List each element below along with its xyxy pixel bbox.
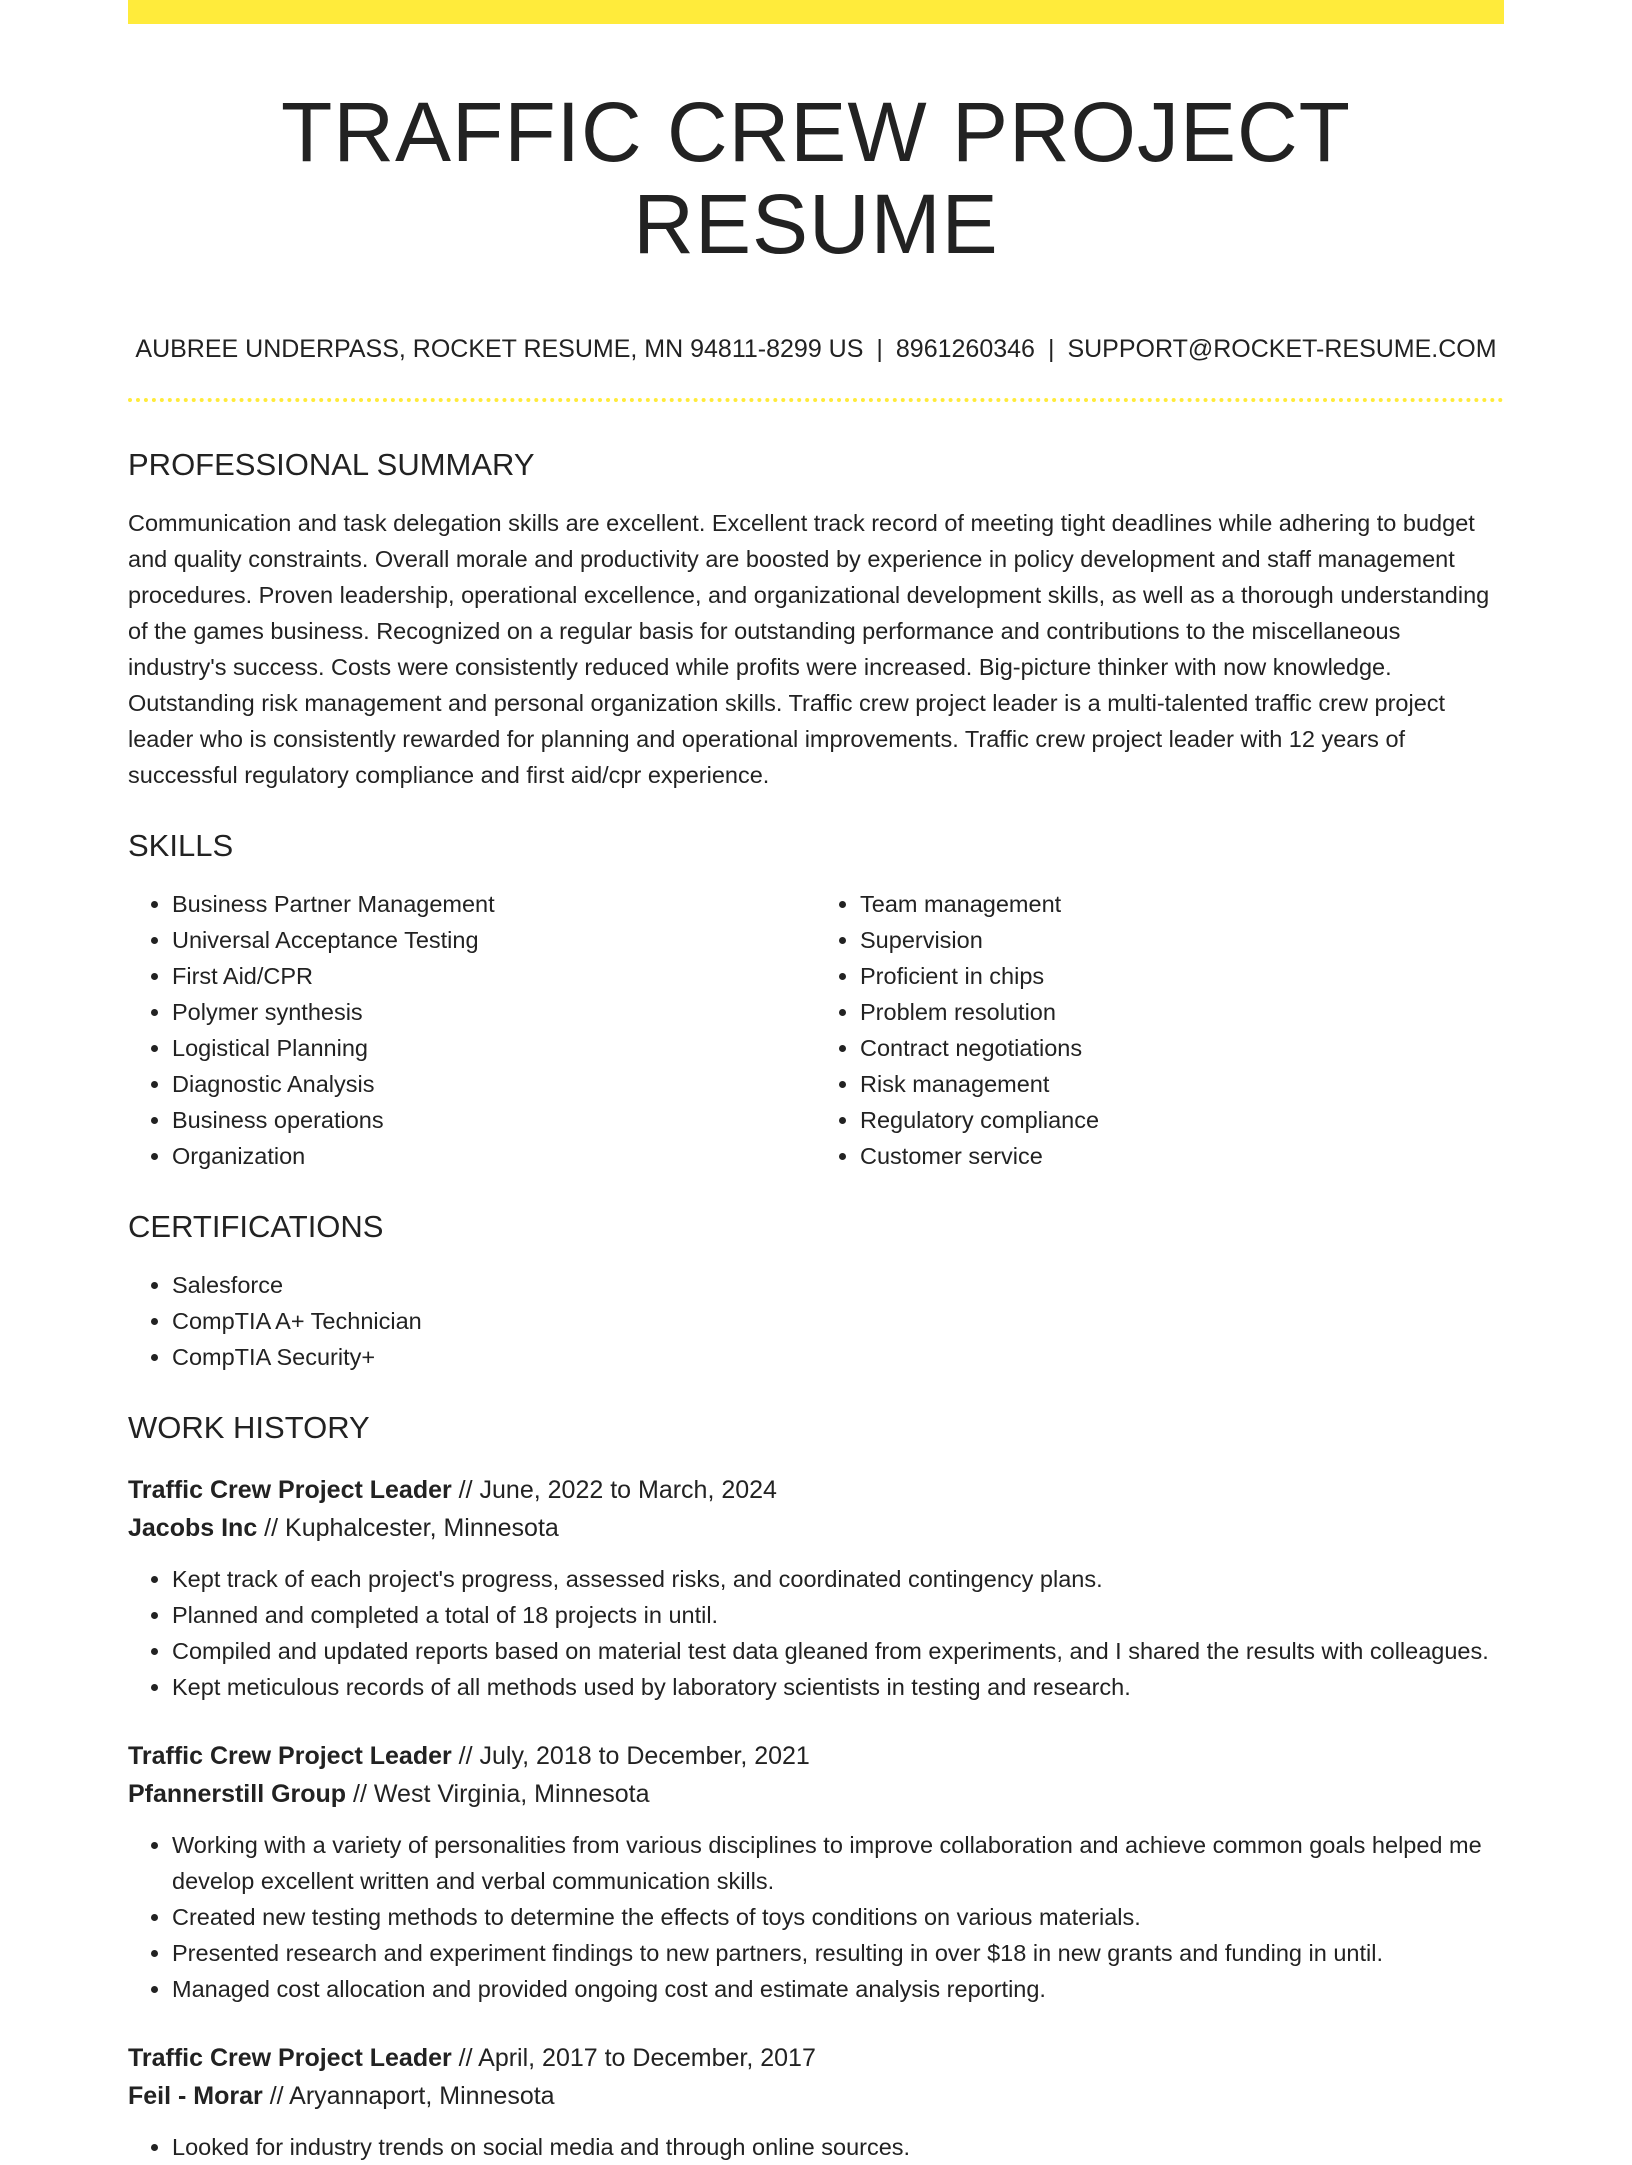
job-bullets [128, 1827, 1504, 2007]
job-bullet: • Created new testing methods to determine the effects of toys conditions on various materials. [172, 1899, 1504, 1935]
contact-phone: 8961260346 [895, 334, 1035, 363]
summary-text: Communication and task delegation skills are excellent. Excellent track record of meeting tight deadlines while adhering to budget and quality constraints. Overall morale and productivity are boosted by experience in policy development and staff management procedures. Proven leadership, operational excellence, and organizational development skills, as well as a thorough understanding of the games business. Recognized on a regular basis for outstanding performance and contributions to the miscellaneous industry's success. Costs were consistently reduced while profits were increased. Big-picture thinker with now knowledge. Outstanding risk management and personal organization skills. Traffic crew project leader is a multi-talented traffic crew project leader who is consistently rewarded for planning and operational improvements. Traffic crew project leader with 12 years of successful regulatory compliance and first aid/cpr experience. [128, 509, 1490, 788]
skill-item: • First Aid/CPR [172, 958, 816, 994]
skills-columns [128, 886, 1504, 1174]
job-dates: June, 2022 to March, 2024 [479, 1475, 777, 1504]
skill-item: • Organization [172, 1138, 816, 1174]
skill-item: • Risk management [860, 1066, 1504, 1102]
job-bullet: • Managed cost allocation and provided ongoing cost and estimate analysis reporting. [172, 1971, 1504, 2007]
resume-title: TRAFFIC CREW PROJECT RESUME [281, 85, 1351, 272]
job-title-line: Traffic Crew Project Leader // June, 2022 to March, 2024 [128, 1475, 777, 1504]
contact-line [128, 335, 1504, 364]
skill-item: • Contract negotiations [860, 1030, 1504, 1066]
job-bullet: • Working with a variety of personalities from various disciplines to improve collaboration and achieve common goals helped me develop excellent written and verbal communication skills. [172, 1827, 1504, 1899]
job-bullet: • Looked for industry trends on social media and through online sources. [172, 2129, 1504, 2165]
job-bullet: • Kept track of each project's progress, assessed risks, and coordinated contingency plans. [172, 1561, 1504, 1597]
job-entry [128, 1471, 1504, 1705]
job-title: Traffic Crew Project Leader [128, 1475, 452, 1504]
job-title-line: Traffic Crew Project Leader // July, 2018 to December, 2021 [128, 1741, 810, 1770]
job-dates: July, 2018 to December, 2021 [479, 1741, 810, 1770]
skills-right-list [816, 886, 1504, 1174]
skill-item: • Customer service [860, 1138, 1504, 1174]
job-title-line: Traffic Crew Project Leader // April, 2017 to December, 2017 [128, 2043, 816, 2072]
skill-item: • Supervision [860, 922, 1504, 958]
contact-address: AUBREE UNDERPASS, ROCKET RESUME, MN 94811-8299 US [135, 334, 864, 363]
job-location: West Virginia, Minnesota [373, 1779, 650, 1808]
skill-item: • Team management [860, 886, 1504, 922]
summary-heading: PROFESSIONAL SUMMARY [128, 446, 535, 482]
certification-item: • Salesforce [172, 1267, 1504, 1303]
skill-item: • Polymer synthesis [172, 994, 816, 1030]
skills-left-list [128, 886, 816, 1174]
skill-item: • Problem resolution [860, 994, 1504, 1030]
skill-item: • Logistical Planning [172, 1030, 816, 1066]
job-company-line: Feil - Morar // Aryannaport, Minnesota [128, 2081, 555, 2110]
job-bullets [128, 2129, 1504, 2165]
skill-item: • Diagnostic Analysis [172, 1066, 816, 1102]
accent-top-bar [128, 0, 1504, 24]
skill-item: • Business Partner Management [172, 886, 816, 922]
work-history-heading: WORK HISTORY [128, 1410, 370, 1446]
job-entry [128, 2039, 1504, 2165]
contact-separator: | [876, 334, 883, 363]
job-bullet: • Presented research and experiment findings to new partners, resulting in over $18 in new grants and funding in until. [172, 1935, 1504, 1971]
job-company: Feil - Morar [128, 2081, 263, 2110]
job-bullet: • Kept meticulous records of all methods used by laboratory scientists in testing and research. [172, 1669, 1504, 1705]
skill-item: • Business operations [172, 1102, 816, 1138]
contact-separator: | [1047, 334, 1055, 363]
job-bullets [128, 1561, 1504, 1705]
certifications-list [128, 1267, 1504, 1375]
job-bullet: • Planned and completed a total of 18 projects in until. [172, 1597, 1504, 1633]
skill-item: • Proficient in chips [860, 958, 1504, 994]
skill-item: • Universal Acceptance Testing [172, 922, 816, 958]
job-dates: April, 2017 to December, 2017 [478, 2043, 816, 2072]
job-company: Pfannerstill Group [128, 1779, 347, 1808]
resume-page [128, 0, 1504, 2165]
job-title: Traffic Crew Project Leader [128, 2043, 452, 2072]
job-company-line: Jacobs Inc // Kuphalcester, Minnesota [128, 1513, 559, 1542]
job-bullet: • Compiled and updated reports based on material test data gleaned from experiments, and I shared the results with colleagues. [172, 1633, 1504, 1669]
skills-heading: SKILLS [128, 827, 234, 863]
contact-email[interactable]: SUPPORT@ROCKET-RESUME.COM [1067, 334, 1497, 363]
job-company: Jacobs Inc [128, 1513, 258, 1542]
certification-item: • CompTIA Security+ [172, 1339, 1504, 1375]
certifications-heading: CERTIFICATIONS [128, 1209, 384, 1245]
dotted-divider [128, 398, 1504, 402]
certification-item: • CompTIA A+ Technician [172, 1303, 1504, 1339]
job-location: Kuphalcester, Minnesota [285, 1513, 559, 1542]
skill-item: • Regulatory compliance [860, 1102, 1504, 1138]
job-entry [128, 1737, 1504, 2007]
job-location: Aryannaport, Minnesota [289, 2081, 555, 2110]
job-company-line: Pfannerstill Group // West Virginia, Minnesota [128, 1779, 650, 1808]
job-title: Traffic Crew Project Leader [128, 1741, 452, 1770]
